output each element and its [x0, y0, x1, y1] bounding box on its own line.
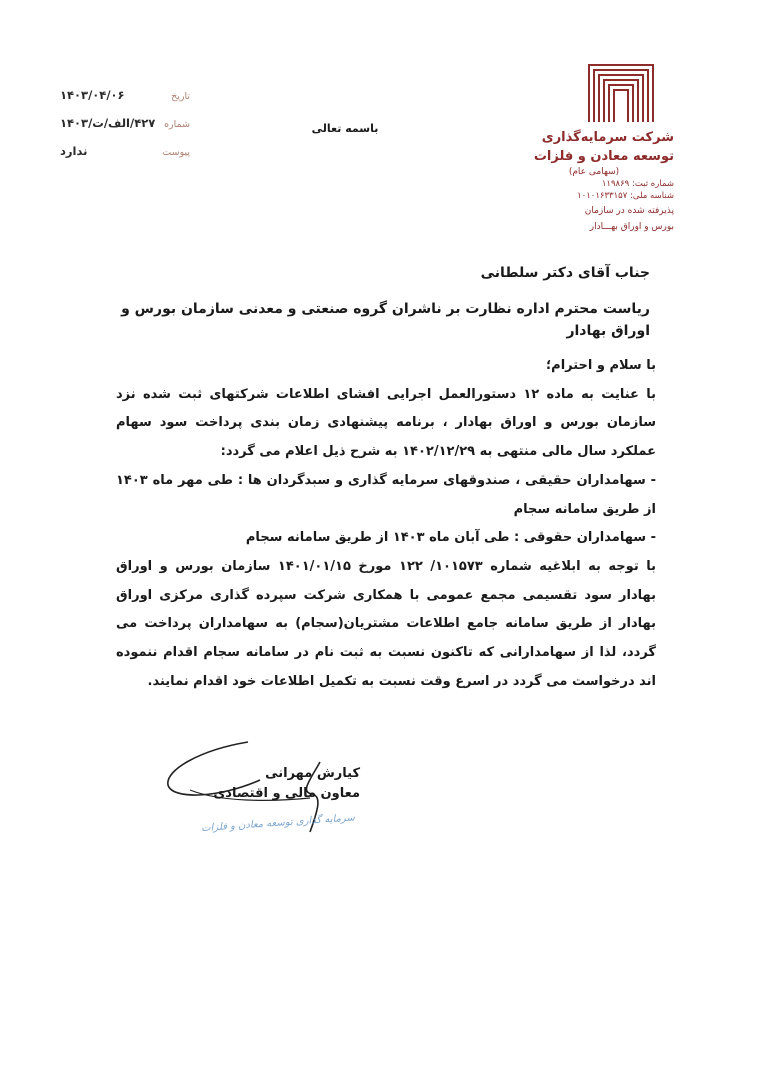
meta-attachment: [60, 144, 190, 172]
company-registration: شماره ثبت: ۱۱۹۸۶۹: [601, 179, 674, 189]
company-name-line1: شرکت سرمایه‌گذاری: [541, 130, 674, 145]
addressee-name: جناب آقای دکتر سلطانی: [480, 265, 650, 281]
company-logo-icon: [588, 64, 654, 126]
body-paragraph-3: - سهامداران حقوقی : طی آبان ماه ۱۴۰۳ از طریق سامانه سجام: [245, 530, 656, 546]
greeting: با سلام و احترام؛: [545, 358, 656, 373]
date-value: ۱۴۰۳/۰۴/۰۶: [60, 88, 125, 102]
attachment-label: پیوست: [162, 147, 190, 158]
letter-body: [116, 352, 656, 696]
company-national-id: شناسه ملی: ۱۰۱۰۱۶۳۳۱۵۷: [577, 191, 674, 201]
addressee: [90, 262, 650, 342]
company-stamp: سرمایه گذاری توسعه معادن و فلزات: [200, 812, 356, 835]
body-paragraph-1: با عنایت به ماده ۱۲ دستورالعمل اجرایی افشای اطلاعات شرکتهای ثبت شده نزد سازمان بورس و اوراق بهادار ، برنامه پیشنهادی زمان بندی پرداخت سود سهام عملکرد سال مالی منتهی به ۱۴۰۲/۱۲/۲۹ به شرح ذیل اعلام می گردد:: [116, 386, 656, 460]
company-name-line2: توسعه معادن و فلزات: [533, 149, 674, 164]
number-label: شماره: [164, 119, 190, 130]
invocation: باسمه تعالی: [311, 122, 379, 135]
body-paragraph-2: - سهامداران حقیقی ، صندوقهای سرمایه گذاری و سبدگردان ها : طی مهر ماه ۱۴۰۳ از طریق سامانه سجام: [116, 472, 656, 517]
company-note-line1: پذیرفته شده در سازمان: [584, 206, 674, 216]
signature-block: [160, 740, 360, 850]
letter-meta: [60, 88, 190, 172]
company-type: (سهامی عام): [568, 167, 620, 177]
company-note-line2: بورس و اوراق بهـــادار: [589, 222, 674, 232]
addressee-title: ریاست محترم اداره نظارت بر ناشران گروه صنعتی و معدنی سازمان بورس و اوراق بهادار: [121, 301, 650, 339]
signer-name: کیارش مهرانی: [265, 766, 360, 781]
body-paragraph-4: با توجه به ابلاغیه شماره ۱۰۱۵۷۳/ ۱۲۲ مورخ ۱۴۰۱/۰۱/۱۵ سازمان بورس و اوراق بهادار سود تقسیمی مجمع عمومی با همکاری شرکت سپرده گذاری مرکزی اوراق بهادار از طریق سامانه جامع اطلاعات مشتریان(سجام) به سهامداران پرداخت می گردد، لذا از سهامدارانی که تاکنون نسبت به ثبت نام در سامانه سجام اقدام ننموده اند درخواست می گردد در اسرع وقت نسبت به تکمیل اطلاعات خود اقدام نمایند.: [116, 558, 656, 689]
company-block: [514, 128, 674, 234]
meta-date: [60, 88, 190, 116]
attachment-value: ندارد: [60, 144, 88, 158]
number-value: ۴۲۷/الف/ت/۱۴۰۳: [60, 116, 156, 130]
signer-title: معاون مالی و اقتصادی: [213, 786, 360, 801]
date-label: تاریخ: [171, 91, 190, 102]
meta-number: [60, 116, 190, 144]
